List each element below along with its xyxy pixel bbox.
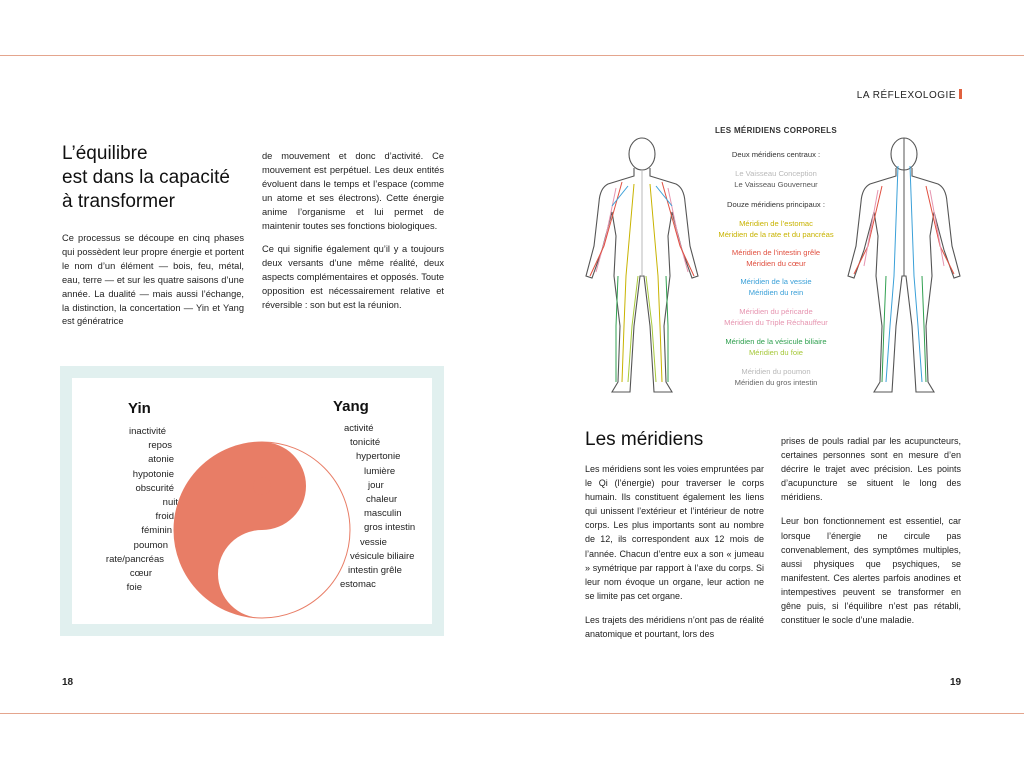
meridian-pair-4: Méridien du péricarde Méridien du Triple Réchauffeur xyxy=(724,307,828,327)
list-item: féminin xyxy=(141,525,172,537)
page-number-right: 19 xyxy=(950,677,962,688)
yang-title: Yang xyxy=(333,398,369,415)
list-item: hypotonie xyxy=(132,468,174,480)
meridian-pair-1: Méridien de l’estomac Méridien de la rate et du pancréas xyxy=(718,219,834,239)
main-meridians-label: Douze méridiens principaux : xyxy=(727,200,825,209)
list-item: tonicité xyxy=(350,437,381,449)
left-column-2: de mouvement et donc d’activité. Ce mouvement est perpétuel. Les deux entités évoluent dans le temps et l’espace (comme un atome et ses électrons). Cette énergie anime l’organisme et lui permet de maintenir toutes ses fonctions biologiques. Ce qui signifie également qu’il y a toujours deux versants d’une même réalité, deux aspects complémentaires et opposés. Toute opposition est nécessairement relative et réversible : son but est la réunion. xyxy=(262,151,444,311)
list-item: lumière xyxy=(364,465,396,477)
meridian-pair-5: Méridien de la vésicule biliaire Méridien du foie xyxy=(725,337,827,357)
left-title: L’équilibre est dans la capacité à transformer xyxy=(62,143,230,212)
list-item: hypertonie xyxy=(356,451,401,463)
list-item: repos xyxy=(148,440,172,452)
list-item: foie xyxy=(126,582,142,594)
yinyang-figure xyxy=(60,366,444,636)
list-item: rate/pancréas xyxy=(105,553,164,565)
yinyang-symbol xyxy=(172,440,352,620)
list-item: estomac xyxy=(340,579,376,591)
left-column-1: Ce processus se découpe en cinq phases qui possèdent leur propre énergie et portent le nom d’un élément — bois, feu, métal, eau, terre — et sur les quatre saisons d’une année. La dualité — mais aussi l’échange, la distinction, la concertation — Yin et Yang est génératrice xyxy=(62,233,244,327)
list-item: activité xyxy=(344,423,374,434)
meridian-pair-6: Méridien du poumon Méridien du gros intestin xyxy=(734,367,818,387)
yang-list xyxy=(340,422,460,592)
list-item: gros intestin xyxy=(364,522,416,534)
list-item: nuit xyxy=(162,497,178,509)
yin-title: Yin xyxy=(128,400,151,417)
running-head: LA RÉFLEXOLOGIE xyxy=(857,89,962,101)
right-title: Les méridiens xyxy=(585,429,704,450)
list-item: vésicule biliaire xyxy=(350,550,415,562)
list-item: froid xyxy=(155,511,174,523)
list-item: intestin grêle xyxy=(348,565,402,577)
list-item: obscurité xyxy=(135,482,174,494)
list-item: poumon xyxy=(133,539,168,551)
yin-list xyxy=(62,425,182,595)
list-item: chaleur xyxy=(366,494,398,506)
page-number-left: 18 xyxy=(62,677,74,688)
list-item: atonie xyxy=(148,454,174,466)
list-item: masculin xyxy=(364,508,402,520)
list-item: inactivité xyxy=(129,426,166,437)
top-rule xyxy=(0,55,1024,56)
central-meridians-label: Deux méridiens centraux : xyxy=(731,150,821,159)
meridian-pair-3: Méridien de la vessie Méridien du rein xyxy=(740,277,812,297)
right-column-2: prises de pouls radial par les acupuncteurs, certaines personnes sont en mesure d’en décrire le trajet avec précision. Les points d’acupuncture se situent le long des méridiens. Leur bon fonctionnement est essentiel, car lorsque l’énergie ne circule pas convenablement, des symptômes multiples, aussi physiques que psychiques, se manifestent. Ces alertes parfois anodines et intempestives peuvent se transformer en gêne puis, si l’équilibre n’est pas rétabli, constituer le socle d’une maladie. xyxy=(781,436,961,626)
list-item: cœur xyxy=(129,568,152,580)
bottom-rule xyxy=(0,713,1024,714)
right-column-1: Les méridiens sont les voies empruntées par le Qi (l’énergie) pour traverser le corps humain. Ils constituent également les liens qui unissent l’extérieur et l’intérieur de notre corps. Les plus importants sont au nombre de 12, ils correspondent aux 12 mois de l’année. Chacun d’entre eux a son « jumeau » symétrique par rapport à l’axe du corps. Si leur nom évoque un organe, leur action ne se limite pas cet organe. Les trajets des méridiens n’ont pas de réalité anatomique et pourtant, lors des xyxy=(585,464,764,640)
meridian-pair-2: Méridien de l’intestin grêle Méridien du cœur xyxy=(731,248,821,268)
list-item: vessie xyxy=(360,536,387,548)
central-meridians: Le Vaisseau Conception Le Vaisseau Gouverneur xyxy=(734,169,818,189)
list-item: jour xyxy=(368,479,384,491)
meridian-figure-heading: LES MÉRIDIENS CORPORELS xyxy=(714,126,838,135)
